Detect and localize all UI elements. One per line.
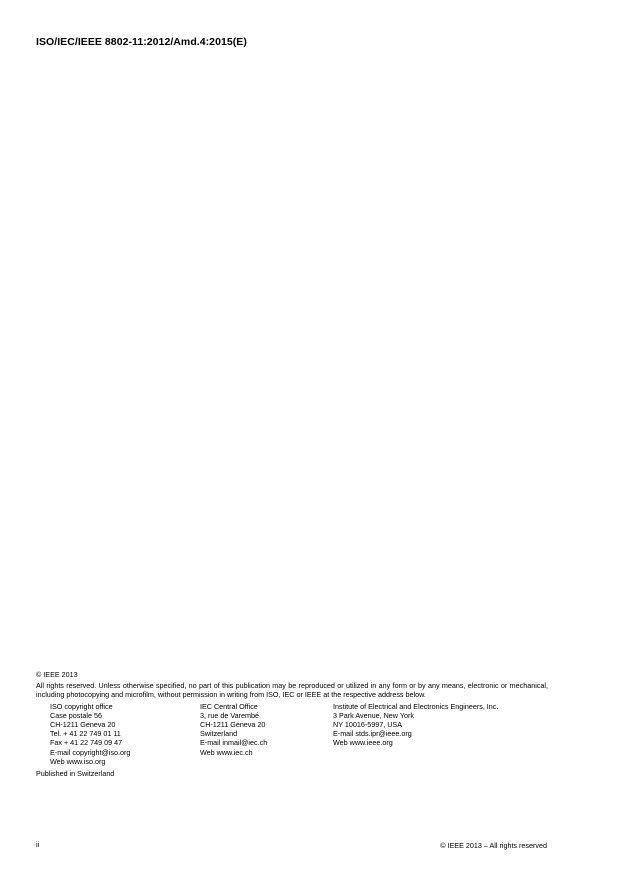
copyright-notice: © IEEE 2013 [36, 670, 78, 679]
iso-web: Web www.iso.org [50, 756, 106, 766]
ieee-address-line: Institute of Electrical and Electronics Engineers, Inc. [333, 701, 499, 711]
footer-copyright: © IEEE 2013 – All rights reserved [440, 841, 547, 850]
iec-web: Web www.iec.ch [200, 747, 253, 757]
iec-address-line: IEC Central Office [200, 701, 258, 711]
iso-address-line: Case postale 56 [50, 710, 102, 720]
copyright-block [36, 670, 548, 778]
contact-addresses [36, 702, 548, 766]
ieee-email: E-mail stds.ipr@ieee.org [333, 729, 412, 739]
iso-address-line: ISO copyright office [50, 701, 113, 711]
iso-email: E-mail copyright@iso.org [50, 747, 131, 757]
iec-address [200, 702, 333, 766]
iec-address-line: 3, rue de Varembé [200, 710, 259, 720]
iso-fax: Fax + 41 22 749 09 47 [50, 738, 123, 748]
ieee-address-line: NY 10016-5997, USA [333, 720, 402, 730]
iec-address-line: Switzerland [200, 729, 238, 739]
rights-statement: All rights reserved. Unless otherwise specified, no part of this publication may be reproduced or utilized in any form or by any means, electronic or mechanical, including photocopying and microfilm, without permission in writing from ISO, IEC or IEEE at the respective address below. [36, 681, 548, 700]
ieee-address [333, 702, 548, 766]
ieee-address-line: 3 Park Avenue, New York [333, 710, 414, 720]
ieee-web: Web www.ieee.org [333, 738, 393, 748]
iec-email: E-mail inmail@iec.ch [200, 738, 268, 748]
iso-address-line: CH-1211 Geneva 20 [50, 720, 116, 730]
iso-address [50, 702, 200, 766]
iso-phone: Tel. + 41 22 749 01 11 [50, 729, 121, 739]
published-location: Published in Switzerland [36, 769, 115, 779]
iec-address-line: CH-1211 Geneva 20 [200, 720, 266, 730]
document-title: ISO/IEC/IEEE 8802-11:2012/Amd.4:2015(E) [36, 36, 247, 48]
page-number: ii [36, 840, 40, 849]
